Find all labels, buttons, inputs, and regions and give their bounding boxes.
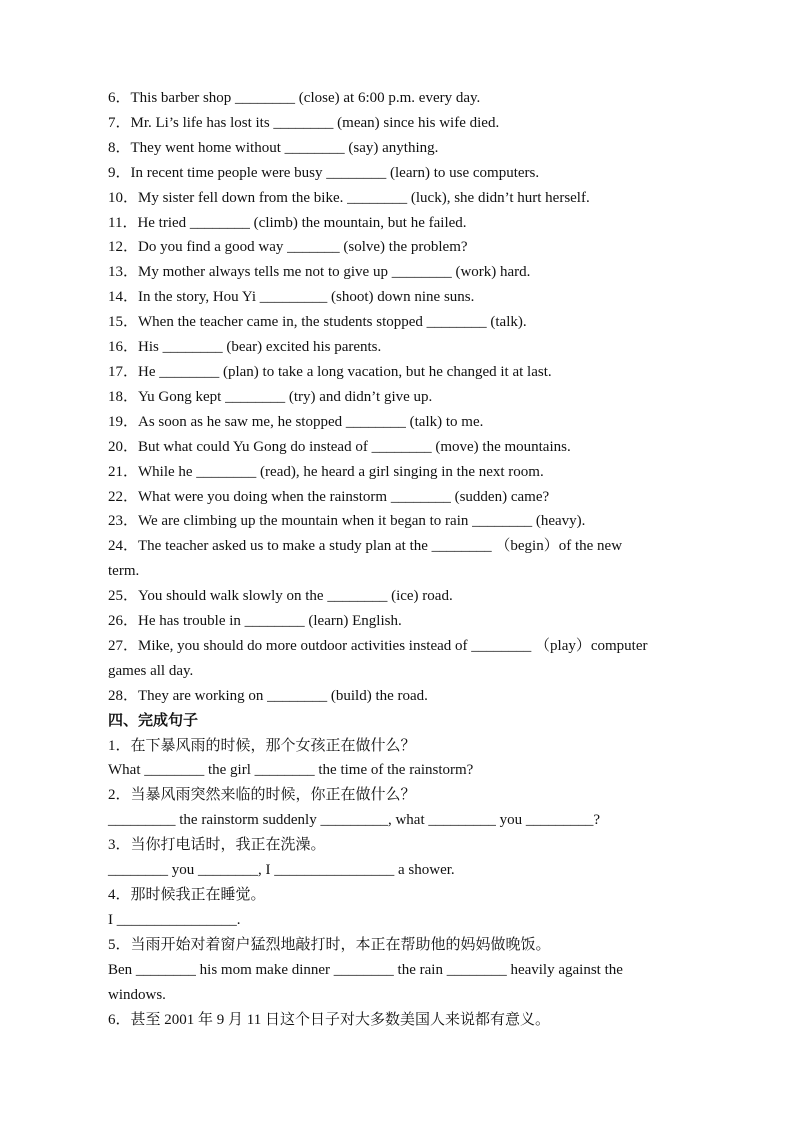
- exercise-line: 7．Mr. Li’s life has lost its ________ (mean) since his wife died.: [108, 114, 500, 131]
- exercise-line: 15．When the teacher came in, the students stopped ________ (talk).: [108, 314, 527, 331]
- exercise-line: 8．They went home without ________ (say) anything.: [108, 139, 439, 156]
- section-heading: 四、完成句子: [108, 712, 199, 729]
- exercise-line: 11．He tried ________ (climb) the mountain, but he failed.: [108, 214, 467, 231]
- exercise-line: 20．But what could Yu Gong do instead of ________ (move) the mountains.: [108, 438, 571, 455]
- prompt-line: 1．在下暴风雨的时候，那个女孩正在做什么？: [108, 737, 416, 754]
- exercise-line: 25．You should walk slowly on the ________ (ice) road.: [108, 588, 453, 605]
- exercise-line: 23．We are climbing up the mountain when it began to rain ________ (heavy).: [108, 513, 586, 530]
- exercise-line: 21．While he ________ (read), he heard a girl singing in the next room.: [108, 463, 544, 480]
- prompt-line: 6．甚至 2001 年 9 月 11 日这个日子对大多数美国人来说都有意义。: [108, 1011, 550, 1028]
- exercise-line: 14．In the story, Hou Yi _________ (shoot) down nine suns.: [108, 289, 475, 306]
- answer-line: _________ the rainstorm suddenly _________, what _________ you _________?: [108, 812, 601, 829]
- exercise-line: games all day.: [108, 662, 194, 679]
- exercise-line: 26．He has trouble in ________ (learn) English.: [108, 613, 402, 630]
- exercise-line: 27．Mike, you should do more outdoor activities instead of ________ （play）computer: [108, 637, 648, 654]
- exercise-line: 10．My sister fell down from the bike. ________ (luck), she didn’t hurt herself.: [108, 189, 590, 206]
- exercise-line: 9．In recent time people were busy ________ (learn) to use computers.: [108, 164, 540, 181]
- exercise-line: 6．This barber shop ________ (close) at 6:00 p.m. every day.: [108, 90, 481, 106]
- exercise-line: term.: [108, 563, 140, 580]
- answer-line: Ben ________ his mom make dinner ________ the rain ________ heavily against the: [108, 961, 623, 978]
- exercise-line: 22．What were you doing when the rainstorm ________ (sudden) came?: [108, 488, 550, 505]
- worksheet-content: [108, 86, 698, 1032]
- prompt-line: 2．当暴风雨突然来临的时候，你正在做什么？: [108, 787, 416, 804]
- exercise-line: 12．Do you find a good way _______ (solve) the problem?: [108, 239, 468, 256]
- exercise-line: 24．The teacher asked us to make a study plan at the ________ （begin）of the new: [108, 538, 623, 555]
- sentence-completion-list: [108, 734, 698, 1033]
- answer-line: What ________ the girl ________ the time of the rainstorm?: [108, 762, 474, 779]
- exercise-line: 18．Yu Gong kept ________ (try) and didn’t give up.: [108, 388, 433, 405]
- answer-line: windows.: [108, 986, 166, 1003]
- prompt-line: 5．当雨开始对着窗户猛烈地敲打时，本正在帮助他的妈妈做晚饭。: [108, 936, 551, 953]
- prompt-line: 3．当你打电话时，我正在洗澡。: [108, 837, 326, 854]
- exercise-line: 17．He ________ (plan) to take a long vacation, but he changed it at last.: [108, 363, 552, 380]
- answer-line: ________ you ________, I ________________ a shower.: [108, 862, 455, 879]
- exercise-line: 28．They are working on ________ (build) the road.: [108, 687, 428, 704]
- exercise-line: 19．As soon as he saw me, he stopped ________ (talk) to me.: [108, 413, 484, 430]
- exercise-line: 13．My mother always tells me not to give up ________ (work) hard.: [108, 264, 531, 281]
- prompt-line: 4．那时候我正在睡觉。: [108, 887, 266, 903]
- fill-in-exercise-list: [108, 86, 698, 709]
- answer-line: I ________________.: [108, 911, 241, 928]
- exercise-line: 16．His ________ (bear) excited his parents.: [108, 339, 382, 356]
